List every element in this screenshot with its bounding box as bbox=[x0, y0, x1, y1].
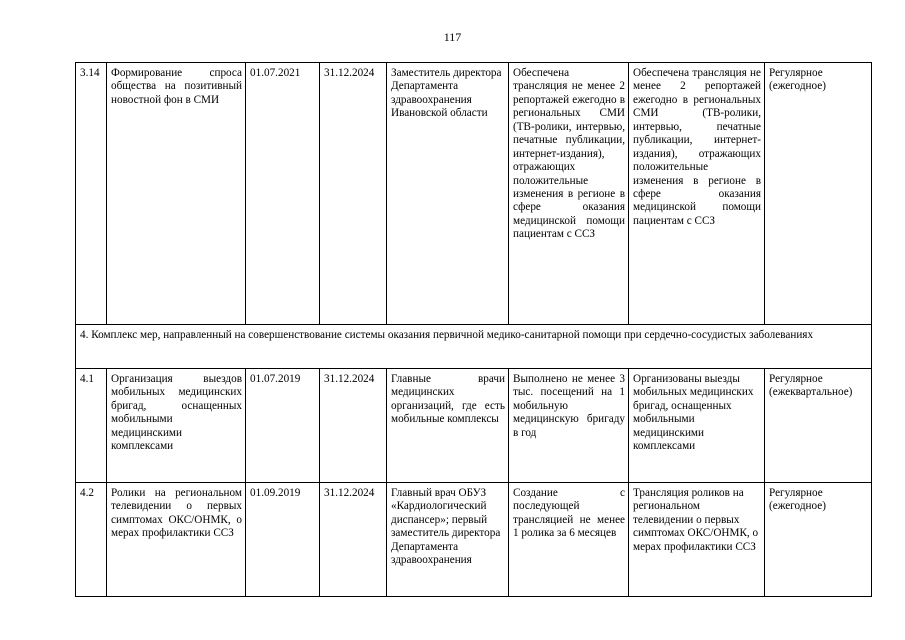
indicator-cell: Обеспечена трансляция не менее 2 репортажей ежегодно в региональных СМИ (ТВ-ролики, интервью, печатные публикации, интернет-издания), отражающих положительные изменения в регионе в сфере оказания медицинской помощи пациентам с ССЗ bbox=[509, 63, 629, 325]
table-row bbox=[76, 369, 872, 483]
row-number: 3.14 bbox=[76, 63, 107, 325]
end-date-cell: 31.12.2024 bbox=[320, 483, 387, 597]
section-row bbox=[76, 325, 872, 369]
result-cell: Трансляция роликов на региональном телевидении о первых симптомах ОКС/ОНМК, о мерах профилактики ССЗ bbox=[629, 483, 765, 597]
frequency-cell: Регулярное (ежегодное) bbox=[765, 483, 872, 597]
indicator-cell: Создание с последующей трансляцией не менее 1 ролика за 6 месяцев bbox=[509, 483, 629, 597]
responsible-cell: Главный врач ОБУЗ «Кардиологический диспансер»; первый заместитель директора Департамента здравоохранения bbox=[387, 483, 509, 597]
row-number: 4.1 bbox=[76, 369, 107, 483]
table-row bbox=[76, 63, 872, 325]
row-number: 4.2 bbox=[76, 483, 107, 597]
start-date-cell: 01.09.2019 bbox=[246, 483, 320, 597]
result-cell: Организованы выезды мобильных медицинских бригад, оснащенных мобильными медицинскими комплексами bbox=[629, 369, 765, 483]
end-date-cell: 31.12.2024 bbox=[320, 369, 387, 483]
table-row bbox=[76, 483, 872, 597]
measure-cell: Формирование спроса общества на позитивный новостной фон в СМИ bbox=[107, 63, 246, 325]
page-number: 117 bbox=[443, 30, 462, 44]
start-date-cell: 01.07.2019 bbox=[246, 369, 320, 483]
responsible-cell: Заместитель директора Департамента здравоохранения Ивановской области bbox=[387, 63, 509, 325]
measures-table bbox=[75, 62, 872, 597]
indicator-cell: Выполнено не менее 3 тыс. посещений на 1 мобильную медицинскую бригаду в год bbox=[509, 369, 629, 483]
end-date-cell: 31.12.2024 bbox=[320, 63, 387, 325]
start-date-cell: 01.07.2021 bbox=[246, 63, 320, 325]
result-cell: Обеспечена трансляция не менее 2 репортажей ежегодно в региональных СМИ (ТВ-ролики, интервью, печатные публикации, интернет-издания), отражающих положительные изменения в регионе в сфере оказания медицинской помощи пациентам с ССЗ bbox=[629, 63, 765, 325]
frequency-cell: Регулярное (ежеквартальное) bbox=[765, 369, 872, 483]
measure-cell: Ролики на региональном телевидении о первых симптомах ОКС/ОНМК, о мерах профилактики ССЗ bbox=[107, 483, 246, 597]
section-heading: 4. Комплекс мер, направленный на совершенствование системы оказания первичной медико-санитарной помощи при сердечно-сосудистых заболеваниях bbox=[76, 325, 872, 369]
frequency-cell: Регулярное (ежегодное) bbox=[765, 63, 872, 325]
measure-cell: Организация выездов мобильных медицинских бригад, оснащенных мобильными медицинскими комплексами bbox=[107, 369, 246, 483]
responsible-cell: Главные врачи медицинских организаций, где есть мобильные комплексы bbox=[387, 369, 509, 483]
